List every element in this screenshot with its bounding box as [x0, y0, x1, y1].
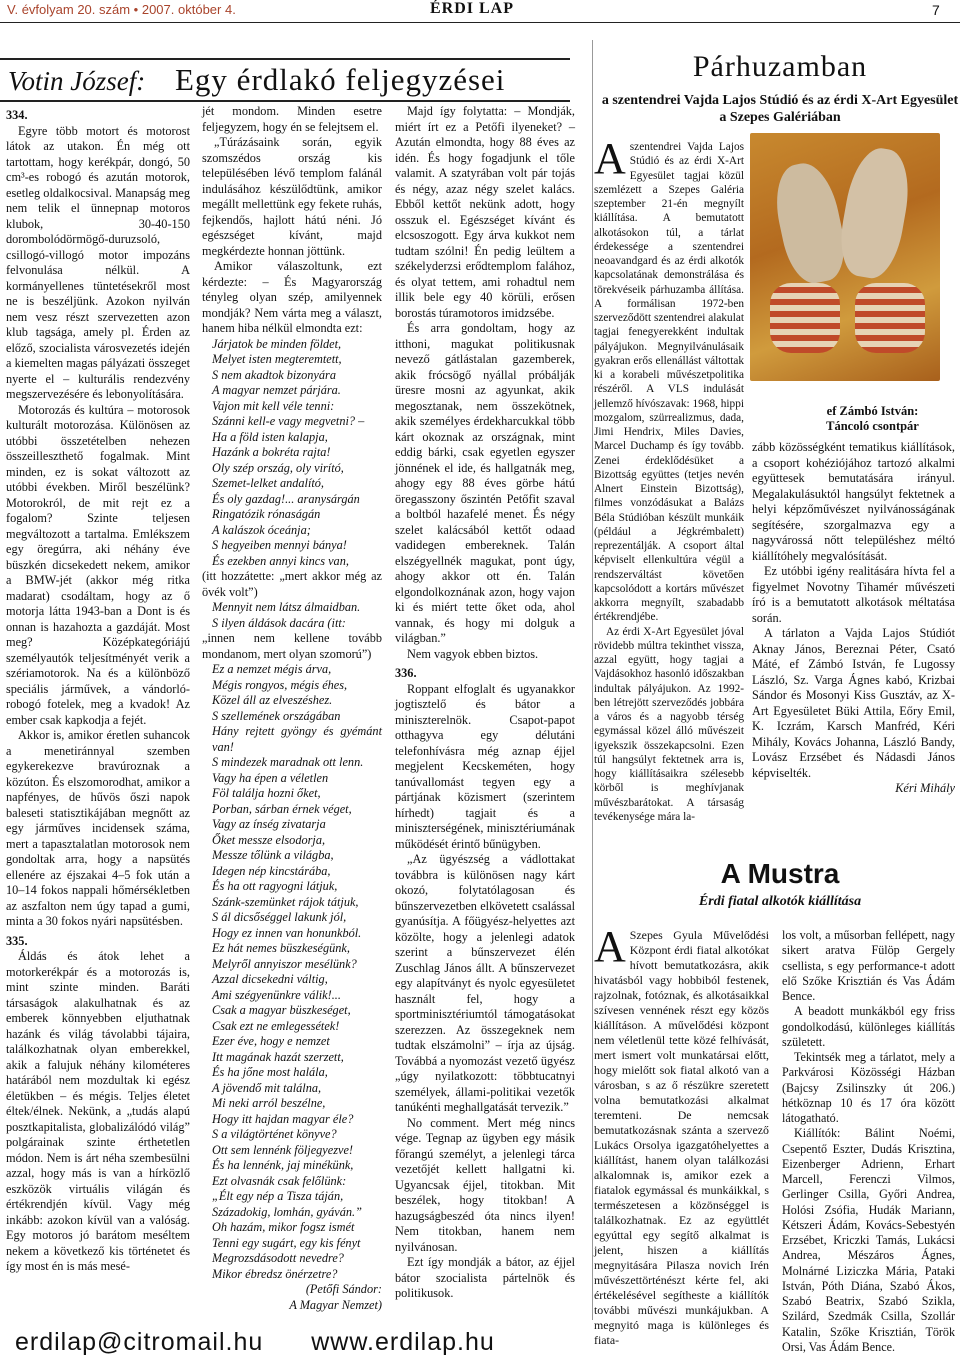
paragraph: Nem vagyok ebben biztos.: [407, 646, 539, 661]
paragraph: A tárlaton a Vajda Lajos Stúdiót Aknay János, Bereznai Péter, Csató Máté, ef Zámbó István, fe Lugossy László, Sz. Varga Ágnes kabó, Krizbai Sándor és Mosonyi Kiss Gusztáv, az X-Art Egyesületet Büki Attila, Eőry Emil, K. Iczrám, Karsch Manfréd, Kéri Mihály, Kovács Johanna, László Bandy, Lovász Erzsébet és Nádasdi János képviselték.: [752, 626, 955, 780]
lead-paragraph: [594, 134, 744, 625]
section-subtitle-parhuzamban: a szentendrei Vajda Lajos Stúdió és az érdi X-Art Egyesület a Szepes Galériában: [601, 93, 959, 125]
paragraph: Áldás és átok lehet a motorkerékpár és a motorozás is, mint szinte minden. Baráti társaságok alakulhatnak és az emberek könnyebben eljuthatnak hazánk és világ távolabbi tájaira, találkozhatnak olyan emberekkel, akik a falujuk néhány kilométeres határából nem mozdultak ki egész életükben – és mégis. Teljes életet éltek/élnek. Nekünk, a „tudás alapú posztkapitalista, globalizálódó világ” polgárainak szinte érthetetlen módon. Nem is árt néha szembesülni azzal, hogy más is van a hírközlő eszközök virtuális világán és értékrendjén kívül. Vagy még inkább: azokon kívül van a valóság. Egy motoros jó barátom meséltem nekem a következő kis történetet és így most én is más mesé-: [6, 949, 190, 1273]
paragraph: „innen nem kellene tovább mondanom, mert olyan szomorú”): [202, 631, 382, 661]
page-header: [0, 0, 960, 22]
paragraph: No comment. Mert még nincs vége. Tegnap az ügyben egy másik főrangú személyt, a jelenlegi tárca vezetőjét kellett hallgatni ki. Ugyancsak éjjel, titokban. Mit beszélek, hogy titokban! A hazugságbeszéd óta nincs ilyen! Nem titokban, hanem nem nyilvánosan.: [395, 1115, 575, 1254]
sculpture-photo: [750, 133, 940, 381]
section-subtitle-mustra: Érdi fiatal alkotók kiállítása: [698, 894, 862, 909]
paragraph: Akkor is, amikor éretlen suhancok a menetiránnyal szemben egykerekezve bravúroznak a közúton. És elszomorodhat, amikor a napfényes, de hűvös őszi napok baleseti statisztikájában megnőtt az egy járműves incidensek száma, mert a tapasztalatlan motorosok nem gondoltak arra, hogy a napsütés ellenére az éjszakai 4–5 fok után a 10–14 fokos nappali hőmérsékletben az aszfalton nem úgy tapad a gumi, minta a 30 fokos nyári napsütésben.: [6, 728, 190, 928]
section-title-mustra: A Mustra: [720, 858, 840, 889]
section-title-parhuzamban: Párhuzamban: [692, 50, 868, 83]
paragraph: zább közösségként tematikus kiállítások, a csoport kohéziójához tartozó alkalmi együttesek bemutatására irányul. Megalakulásuktól hangsúlyt fektetnek a helyi képzőművészet nyilvánosságának segítésére, szorgalmazva egy a nagyvárossá nőtt településhez méltó kiállítóhely megvalósítását.: [752, 440, 955, 563]
paragraph: Egyre több motort és motorost látok az utakon. Én még ott tartottam, hogy kerékpár, dongó, 50 cm³-es robogó és azután motorok, esetleg oldalkocsival. Manapság meg nem telik el ünnepnap motoros klubok, 30-40-150 dorombolódörmögő-duruzsoló, csillogó-villogó motor impozáns felvonulása nélkül. A kormányellenes tüntetésekről most ne is beszéljünk. Azokon nyilván nem vesz részt szervezetten azon klub tagsága, amely pl. Érden az előző, szocialista városvezetés idején a kiemelten magas pályázati összeget nyerte el – kulturális rendezvény megszervezésére és lebonyolítására.: [6, 123, 190, 401]
footer-contact: [15, 1328, 575, 1364]
paragraph: „Az ügyészség a vádlottakat továbbra is különösen nagy kárt okozó, folytatólagosan és bűnszervezetben elkövetett csalással gyanúsítja. A főügyész-helyettes azt közölte, hogy a jelenlegi adatok szerint a bűnszervezet élén Zuschlag János állt. A bűnszervezet egy alapítványt és nyolc egyesületet használt fel, hogy a sportminisztériumtól támogatásokat szerezzen. Az összegeknek nem tudtak elszámolni” – írja az újság. Továbbá a nyomozást vezető ügyész „úgy nyilatkozott: többtucatnyi személyek, állami-politikai vezetők tanúkénti meghallgatását tervezik.”: [395, 852, 575, 1114]
drop-cap: A: [594, 922, 626, 971]
paragraph: Majd így folytatta: – Mondják, miért írt ez a Petőfi ilyeneket? – Azután elmondta, hogy 88 éves az idén. És hogy fogadjunk el tőle valamit. A szatyrában volt pár tojás és négy, azaz négy szelet kalács. Ebből kettőt nekünk adott, hogy osszuk el. Egészséget kívánt és elcsoszogott. Egy árva kukkot nem tudtam szólni! Én pedig leültem a székelyderzsi erődtemplom falához, és olyat tettem, ami rohadtul nem illik bele egy 40 körüli, erősen borostás túramotoros imidzsébe.: [395, 104, 575, 320]
parhuzamban-column-2: [752, 440, 955, 797]
paragraph: Roppant elfoglalt és ugyanakkor jogtisztelő és bátor a miniszterelnök. Csapot-papot otthagyva egy délutáni telefonhívásra még aznap éjjel megjelent Kecskeméten, hogy tanúvallomást tegyen egy a pártjának közismert (szerintem hírhedt) tagjait és a miniszterségének, minisztériumának működését érintő bűnügyben.: [395, 681, 575, 851]
lead-paragraph: [594, 922, 769, 1348]
signature: Kéri Mihály: [895, 781, 955, 795]
header-rule: [0, 22, 960, 23]
footer-website[interactable]: www.erdilap.hu: [311, 1328, 495, 1356]
paragraph: Motorozás és kultúra – motorosok kulturált motorozása. Különösen az utóbbi összetételben nehezen összeilleszthető fogalmak. Mint minden, ez is sokat változott az utóbbi években. Miről beszélünk? Motorokról, de mit rejt ez a fogalom? Szinte teljesen megváltozott a tartalma. Emlékszem egy öregúrra, aki néhány éve büszkén dicsekedett nekem, amikor a BMW-jét (akkor még ritka madarat) csodáltam, hogy az ő motorja látta 1943-ban a Dont is és onnan is hazahozta a gazdáját. Most meg? Középkategóriájú személyautók teljesítményét verik a szériamotorok. Na és a különböző speciális járművek, a vándorló-robogó fotelek, meg a kvadok! Az ember csak kapkodja a fejét.: [6, 402, 190, 727]
entry-number: 336.: [395, 666, 417, 680]
signature: (Petőfi Sándor: A Magyar Nemzet): [289, 1282, 382, 1312]
article-title-bar: [0, 60, 568, 102]
paragraph: Kiállítók: Bálint Noémi, Csepentő Eszter, Dudás Krisztina, Eizenberger Adrienn, Erhart Marcell, Ferenczi Vilmos, Gerlinger Csilla, Győri Andrea, Holósi Zsófia, Hudák Mariann, Kétszeri Ádám, Kovács-Sebestyén Erzsébet, Kriczki Tamás, Lukácsi Andrea, Mészáros Ágnes, Molnárné Liziczka Mária, Pataki István, Póth Diána, Szabó Ákos, Szabó Beatrix, Szabó Szikla, Szilárd, Szedmák Csilla, Szollár Katalin, Szőke Krisztián, Török Orsi, Vas Ádám Bence.: [782, 1126, 955, 1354]
paragraph: És arra gondoltam, hogy az itthoni, magukat politikusnak nevező gátlástalan gazemberek, akik frócsögő nyállal próbálják üresre mosni az agyunkat, akik megosztanak, nem összekötnek, akik személyes érdekharcukkal több kárt okoznak az országnak, mint eddig bárki, csak egyetlen egyszer jönnének el ide, és hallgatnák meg, ahogy egy 88 éves görbe hátú öregasszony őszintén Petőfit szaval a boltból hazafelé menet. És négy szelet kalácsából kettőt odaad vadidegen embereknek. Talán elszégyellnék magukat, pont úgy, ahogy akkor ott én. Talán elgondolkoznának azon, hogy vajon ki és miért tette őket oda, ahol vannak, és hogy mi dolguk a világban.”: [395, 321, 575, 645]
mustra-column-1: [594, 922, 769, 1348]
poem-stanza: Ez a nemzet mégis árva, Mégis rongyos, mégis éhes, Közel áll az elveszéshez. S szellemének országában Hány rejtett gyöngy és gyémánt van! S mindezek maradnak ott lenn. Vagy ha épen a véletlen Föl találja hozni őket, Porban, sárban érnek véget, Vagy az ínség zivatarja Őket messze elsodorja, Messze tőlünk a világba, Idegen nép kincstárába, És ha ott ragyogni látjuk, Szánk-szemünket rájok tátjuk, S ál dicsőséggel lakunk jól, Hogy ez innen van honunkból. Ez hát nemes büszkeségünk, Melyről annyiszor mesélünk? Azzal dicsekedni váltig, Ami szégyenünkre válik!... Csak a magyar büszkeséget, Csak ezt ne emlegessétek! Ezer éve, hogy e nemzet Itt magának hazát szerzett, És ha jőne most halála, A jövendő mit találna, Mi neki arról beszélne, Hogy itt hajdan magyar éle? S a világtörténet könyve? Ott sem lennénk följegyezve! És ha lennénk, jaj minékünk, Ezt olvasnák csak felőlünk: „Élt egy nép a Tisza táján, Századokig, lomhán, gyáván.” Oh hazám, mikor fogsz ismét Tenni egy sugárt, egy kis fényt Megrozsdásodott nevedre? Mikor ébredsz önérzetre?: [212, 662, 382, 1281]
page-number: 7: [932, 2, 940, 18]
footer-email[interactable]: erdilap@citromail.hu: [15, 1328, 264, 1356]
article-column-2: [202, 104, 382, 1313]
drop-cap: A: [594, 134, 626, 183]
title-rule-bottom: [0, 100, 570, 102]
paragraph: jét mondom. Minden esetre feljegyzem, hogy én se felejtsem el.: [202, 104, 382, 134]
mustra-column-2: [782, 928, 955, 1355]
paragraph: Ezt így mondják a bátor, az éjjel bátor szocialista pártelnök és politikusok.: [395, 1255, 575, 1300]
entry-number: 335.: [6, 933, 28, 948]
article-title: Egy érdlakó feljegyzései: [175, 62, 506, 97]
paragraph: Tekintsék meg a tárlatot, mely a Parkvárosi Közösségi Házban (Bajcsy Zsilinszky út 206.) hétköznap 10 és 17 óra között látogatható.: [782, 1050, 955, 1125]
paragraph: „Túrázásaink során, egyik szomszédos ország kis településében lévő templom falánál indulásához készülődtünk, amikor megállt mellettünk egy fekete ruhás, fejkendős, hajlott hátú néni. Jó egészséget kívánt, majd megkérdezte honnan jöttünk.: [202, 135, 382, 258]
masthead: ÉRDI LAP: [430, 0, 515, 17]
entry-number: 334.: [6, 108, 28, 122]
parhuzamban-column-1: [594, 134, 744, 824]
article-column-1: [6, 104, 190, 1275]
paragraph: Ez utóbbi igény realitására hívta fel a figyelmet Novotny Tihamér művészeti író is a bemutatott alkotások méltatása során.: [752, 564, 955, 625]
paragraph: A beadott munkákból egy friss gondolkodású, különleges kiállítás született.: [782, 1004, 955, 1049]
paragraph: los volt, a műsorban fellépett, nagy sikert aratva Fülöp Gergely csellista, s egy performance-t adott elő Szőke Krisztián és Vas Ádám Bence.: [782, 928, 955, 1003]
lead-text: Szepes Gyula Művelődési Központ érdi fiatal alkotókat hívott bemutatkozásra, akik hivatásból vagy hobbiból festenek, rajzolnak, fotóznak, és alkotásaikkal szívesen vennének részt egy közös kiállításon. A művelődési központ nem véletlenül tette közé felhívását, mert ismert volt munkatársai előtt, hogy mielőtt sok fiatal alkotó van a városban, s az ő részükre szeretett volna bemutatkozási alkalmat teremteni. De nemcsak bemutatkozásnak szánta a szervező Lukács Orsolya igazgatóhelyettes a kiállítást, hanem olyan találkozási alkalomnak is, amikor ezek a fiatalok egymással és munkáikkal, s természetesen a közönséggel is találkozhatnak. Ez az együttlét egyúttal egy segítő alkalmat is jelent, hiszen a kiállítás megnyitására Pilasza novich Irén művészettörténészt kérte fel, aki értékelésével segítheste a kiállítók további művészi munkájukban. A megnyitó maga is különleges és fiata-: [594, 928, 769, 1347]
paragraph: Az érdi X-Art Egyesület jóval rövidebb múltra tekinthet vissza, azzal együtt, hogy tagjai a Vajdásokhoz hasonló időszakban indultak pályájukon. Az 1992-ben létrejött szerveződés jobbára a város és a nagyobb térség egymással közel álló művészeit igyekszik összekapcsolni. Ezen túl hangsúlyt fektetnek arra is, hogy kiállításaikra szélesebb körből is meghívjanak művészbarátokat. A társaság tevékenysége mára la-: [594, 625, 744, 823]
lead-text: szentendrei Vajda Lajos Stúdió és az érdi X-Art Egyesület tagjai közül szemlézett a Szepes Galéria szeptember 21-én megnyílt kiállítása. A bemutatott alkotásokon túl, a tárlat érdekessége a szentendrei neoavandgard és az érdi alkotók kapcsolatának demonstrálása és törekvéseik párhuzamba állítása. A formálisan 1972-ben szerveződött szentendrei alakulat tagjai fenegyerekként indultak pályájukon. Megnyilvánulásaik gyakran erős ellenállást váltottak ki a korabeli művészetpolitika részéről. A VLS indulását jellemző hívószavak: 1968, hippi mozgalom, szürrealizmus, dada, Jimi Hendrix, Miles Davies, Marcel Duchamp és így tovább. Zenei érdeklődésüket a Bizottság együttes (tetjes nevén Alnert Einstein Bizottság), filmes vonzódásukat a Balázs Béla Stúdióban készült munkáik (például a Jégkrémbalett) reprezentálják. A csoport által képviselt ellenkultúra végül a rendszerváltást követően kapcsolódott a kortárs művészet akkorra megnyílt, szabadabb értékrendjébe.: [594, 141, 744, 624]
article-author: Votin József:: [8, 66, 146, 96]
article-column-3: [395, 104, 575, 1302]
poem-stanza: Mennyit nem látsz álmaidban. S ilyen áldások dacára (itt:: [212, 600, 361, 630]
poem-stanza: Járjatok be minden földet, Melyet isten megteremtett, S nem akadtok bizonyára A magyar nemzet párjára. Vajon mit kell véle tenni: Szánni kell-e vagy megvetni? – Ha a föld isten kalapja, Hazánk a bokréta rajta! Oly szép ország, oly virító, Szemet-lelket andalító, És oly gazdag!... aranysárgán Ringatózik rónaságán A kalászok óceánja; S hegyeiben mennyi bánya! És ezekben annyi kincs van,: [212, 336, 365, 568]
issue-info: V. évfolyam 20. szám • 2007. október 4.: [7, 2, 236, 17]
paragraph: (itt hozzátette: „mert akkor még az övék volt”): [202, 569, 382, 599]
column-divider: [592, 40, 593, 1320]
photo-caption: ef Zámbó István: Táncoló csontpár: [826, 404, 919, 433]
paragraph: Amikor válaszoltunk, ezt kérdezte: – És Magyarország tényleg olyan szép, amilyennek mondják? Nem várta meg a választ, hanem hiba nélkül elmondta ezt:: [202, 259, 382, 335]
